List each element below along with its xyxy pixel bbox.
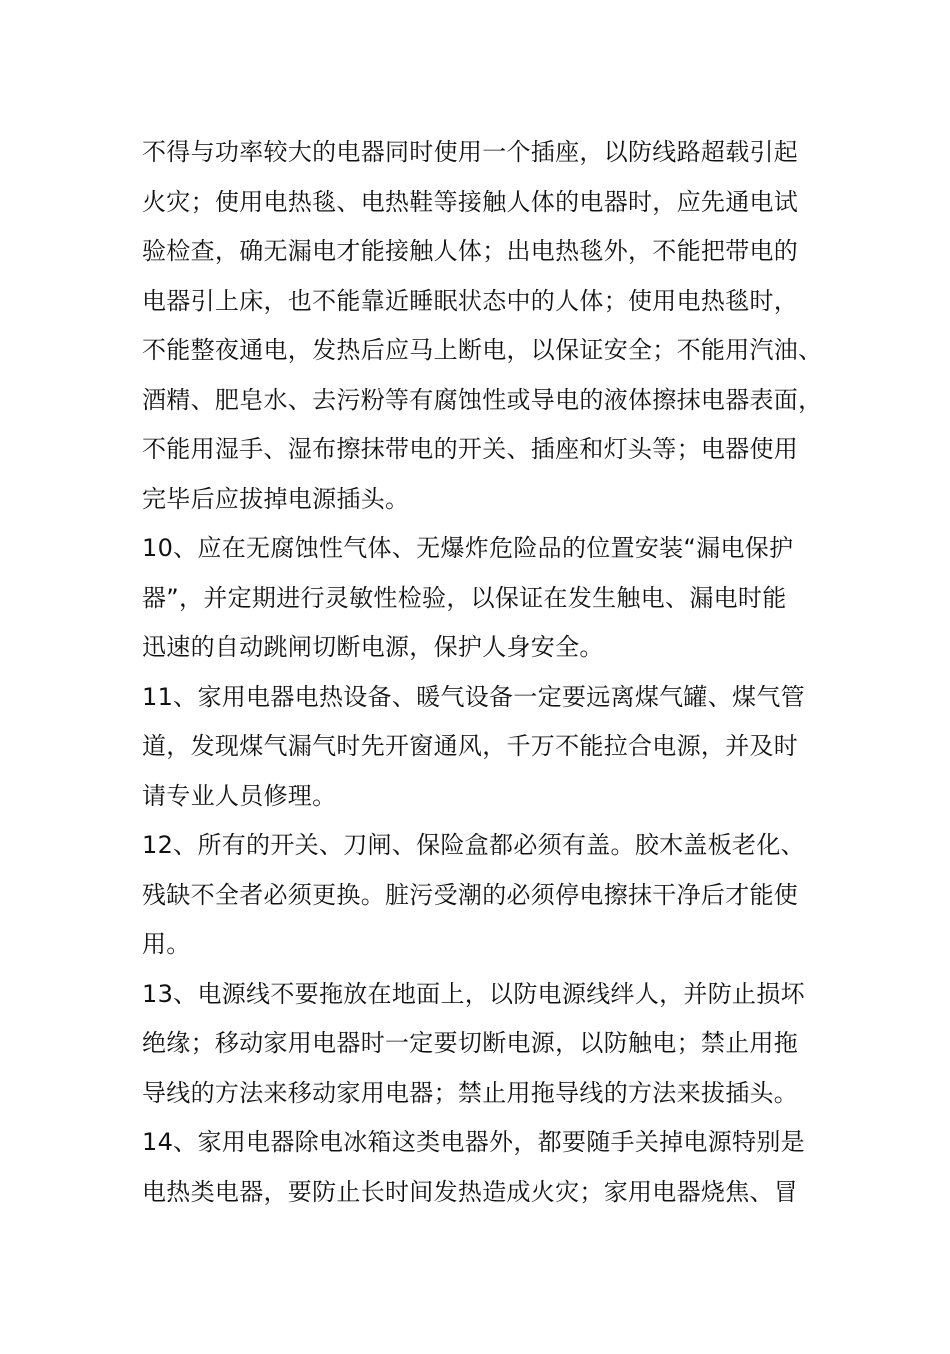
text-line: 请专业人员修理。	[142, 781, 337, 810]
text-line: 11、家用电器电热设备、暖气设备一定要远离煤气罐、煤气管	[142, 682, 805, 711]
text-line: 火灾；使用电热毯、电热鞋等接触人体的电器时，应先通电试	[142, 187, 799, 216]
document-body	[142, 128, 842, 1217]
paragraph-item-13	[142, 970, 842, 1119]
text-line: 不能整夜通电，发热后应马上断电，以保证安全；不能用汽油、	[142, 336, 823, 364]
text-line: 不得与功率较大的电器同时使用一个插座，以防线路超载引起	[142, 138, 799, 166]
text-line: 绝缘；移动家用电器时一定要切断电源，以防触电；禁止用拖	[142, 1029, 799, 1057]
text-line: 10、应在无腐蚀性气体、无爆炸危险品的位置安装“漏电保护	[142, 534, 794, 562]
paragraph-item-14	[142, 1118, 842, 1217]
text-line: 残缺不全者必须更换。脏污受潮的必须停电擦抹干净后才能使	[142, 880, 799, 909]
text-line: 完毕后应拔掉电源插头。	[142, 484, 410, 513]
text-line: 12、所有的开关、刀闸、保险盒都必须有盖。胶木盖板老化、	[142, 831, 805, 859]
text-line: 用。	[142, 930, 191, 958]
text-line: 酒精、肥皂水、去污粉等有腐蚀性或导电的液体擦抹电器表面，	[142, 385, 823, 414]
paragraph-continuation	[142, 128, 842, 524]
text-line: 不能用湿手、湿布擦抹带电的开关、插座和灯头等；电器使用	[142, 435, 799, 463]
text-line: 14、家用电器除电冰箱这类电器外，都要随手关掉电源特别是	[142, 1128, 805, 1156]
text-line: 电器引上床，也不能靠近睡眠状态中的人体；使用电热毯时，	[142, 286, 799, 315]
paragraph-item-10	[142, 524, 842, 673]
text-line: 导线的方法来移动家用电器；禁止用拖导线的方法来拔插头。	[142, 1078, 799, 1107]
text-line: 迅速的自动跳闸切断电源，保护人身安全。	[142, 633, 604, 661]
text-line: 验检查，确无漏电才能接触人体；出电热毯外，不能把带电的	[142, 237, 799, 265]
text-line: 道，发现煤气漏气时先开窗通风，千万不能拉合电源，并及时	[142, 732, 799, 760]
text-line: 电热类电器，要防止长时间发热造成火灾；家用电器烧焦、冒	[142, 1177, 799, 1206]
paragraph-item-11	[142, 673, 842, 822]
text-line: 器”，并定期进行灵敏性检验，以保证在发生触电、漏电时能	[142, 583, 787, 612]
text-line: 13、电源线不要拖放在地面上，以防电源线绊人，并防止损坏	[142, 979, 805, 1008]
paragraph-item-12	[142, 821, 842, 970]
